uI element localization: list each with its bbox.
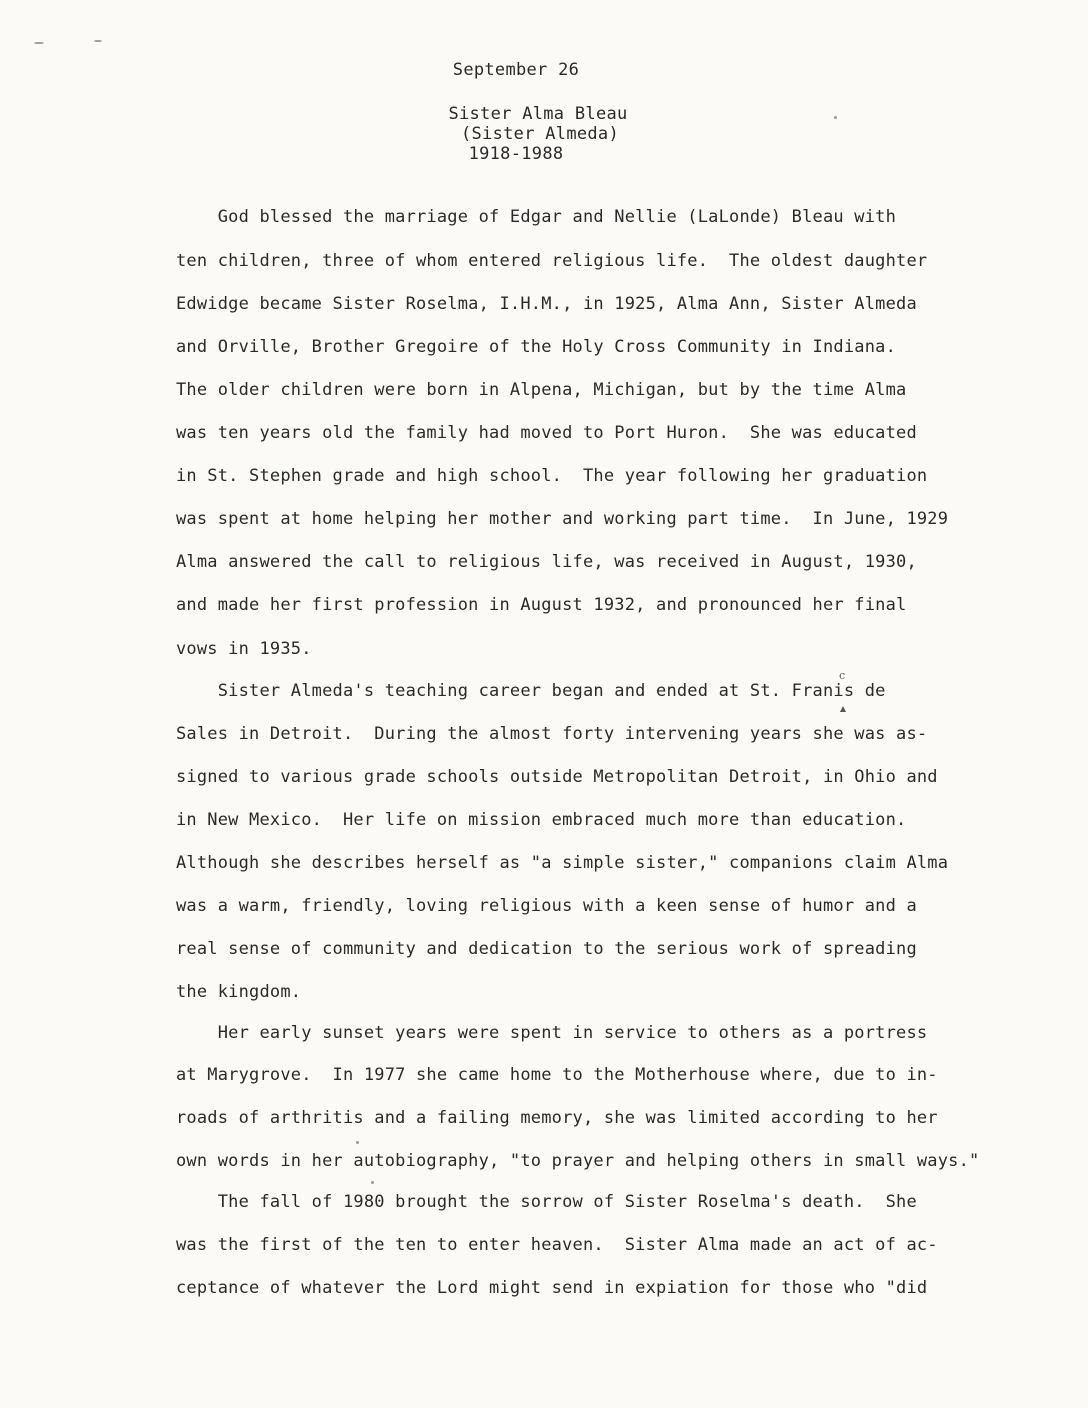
body-text-line: The fall of 1980 brought the sorrow of Sister Roselma's death. She — [176, 1192, 917, 1212]
body-text-line: and Orville, Brother Gregoire of the Holy Cross Community in Indiana. — [176, 337, 897, 357]
body-text-line: ceptance of whatever the Lord might send in expiation for those who "did — [176, 1278, 928, 1298]
body-text-line: The older children were born in Alpena, Michigan, but by the time Alma — [176, 380, 907, 400]
scan-speck — [371, 1181, 374, 1184]
body-text-line: real sense of community and dedication to the serious work of spreading — [176, 939, 917, 959]
scan-speck — [834, 116, 837, 119]
body-text-line: Sister Almeda's teaching career began and ended at St. Franis de — [176, 681, 886, 701]
scan-speck — [356, 1141, 359, 1144]
body-text-line: in New Mexico. Her life on mission embraced much more than education. — [176, 810, 907, 830]
body-text-line: signed to various grade schools outside Metropolitan Detroit, in Ohio and — [176, 767, 938, 787]
body-text-line: at Marygrove. In 1977 she came home to the Motherhouse where, due to in- — [176, 1065, 938, 1085]
correction-letter: c — [839, 669, 846, 682]
body-text-line: Sales in Detroit. During the almost forty intervening years she was as- — [176, 724, 928, 744]
body-text-line: roads of arthritis and a failing memory, she was limited according to her — [176, 1108, 938, 1128]
body-text-line: Alma answered the call to religious life, was received in August, 1930, — [176, 552, 917, 572]
caret-mark-icon — [840, 706, 846, 712]
scan-speck — [94, 40, 102, 42]
body-text-line: and made her first profession in August 1932, and pronounced her final — [176, 595, 907, 615]
body-text-line: Edwidge became Sister Roselma, I.H.M., in 1925, Alma Ann, Sister Almeda — [176, 294, 917, 314]
document-date: September 26 — [452, 60, 580, 80]
body-text-line: Her early sunset years were spent in service to others as a portress — [176, 1023, 928, 1043]
life-years: 1918-1988 — [468, 144, 564, 164]
handwritten-correction — [839, 669, 845, 682]
body-text-line: the kingdom. — [176, 982, 302, 1002]
body-text-line: ten children, three of whom entered religious life. The oldest daughter — [176, 251, 928, 271]
body-text-line: Although she describes herself as "a simple sister," companions claim Alma — [176, 853, 949, 873]
religious-name: (Sister Almeda) — [460, 124, 620, 144]
body-text-line: in St. Stephen grade and high school. The year following her graduation — [176, 466, 928, 486]
body-text-line: was spent at home helping her mother and working part time. In June, 1929 — [176, 509, 949, 529]
body-text-line: was a warm, friendly, loving religious with a keen sense of humor and a — [176, 896, 917, 916]
body-text-line: was ten years old the family had moved to Port Huron. She was educated — [176, 423, 917, 443]
subject-name: Sister Alma Bleau — [448, 104, 628, 124]
body-text-line: God blessed the marriage of Edgar and Nellie (LaLonde) Bleau with — [176, 207, 897, 227]
body-text-line: vows in 1935. — [176, 639, 312, 659]
scan-speck — [34, 42, 44, 44]
body-text-line: was the first of the ten to enter heaven. Sister Alma made an act of ac- — [176, 1235, 938, 1255]
body-text-line: own words in her autobiography, "to prayer and helping others in small ways." — [176, 1151, 980, 1171]
